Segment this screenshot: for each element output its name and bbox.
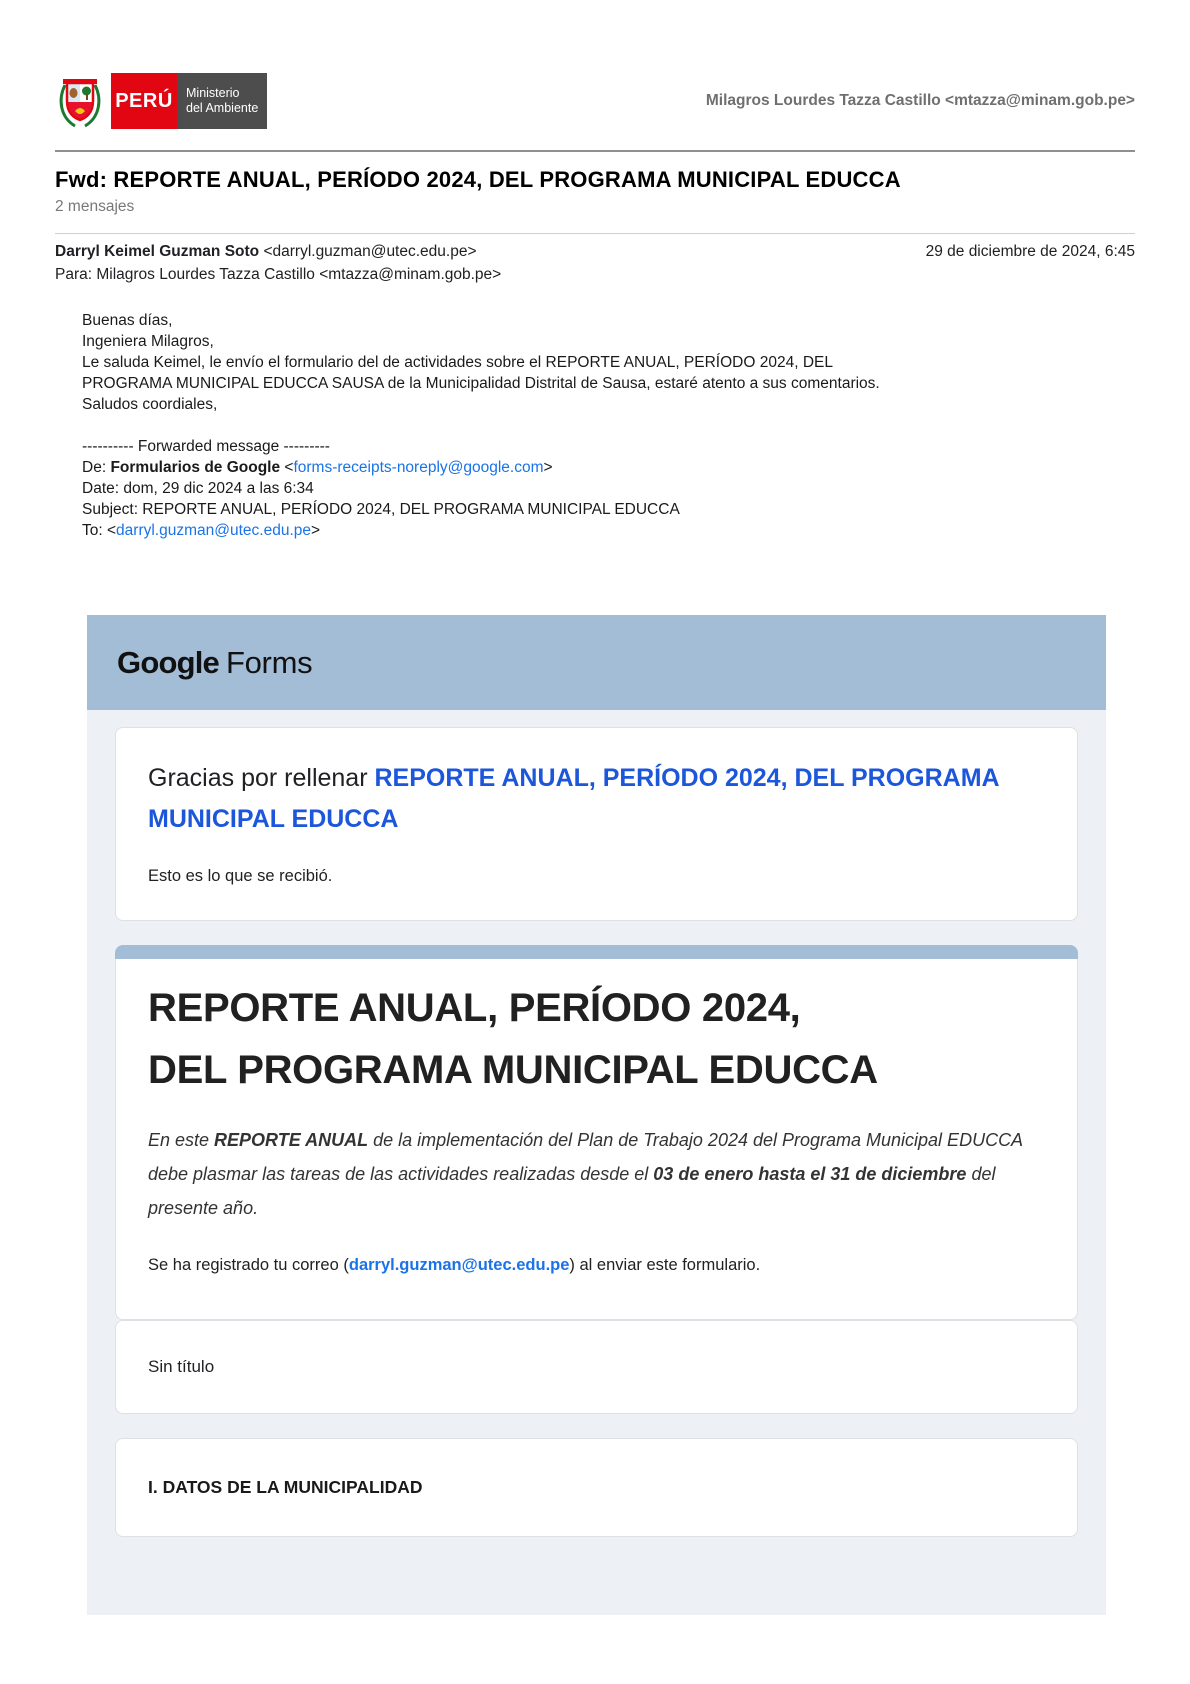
forms-noreply-link[interactable]: forms-receipts-noreply@google.com [293, 459, 544, 476]
forms-wordmark: Forms [225, 644, 313, 680]
from-email: <darryl.guzman@utec.edu.pe> [259, 243, 477, 260]
peru-coat-of-arms-icon [55, 73, 105, 129]
body-line: PROGRAMA MUNICIPAL EDUCCA SAUSA de la Municipalidad Distrital de Sausa, estaré atento a sus comentarios. [82, 375, 880, 392]
from-line [55, 243, 477, 261]
form-title-line1: REPORTE ANUAL, PERÍODO 2024, [148, 986, 801, 1030]
form-card-accent-strip [115, 945, 1078, 959]
message-divider [55, 233, 1135, 234]
forward-from-line [82, 457, 1135, 478]
registered-email-note [148, 1256, 1045, 1275]
forms-receipt-container [87, 615, 1106, 1615]
minam-logo [55, 73, 267, 129]
peru-wordmark: PERÚ [111, 73, 177, 129]
body-line: Ingeniera Milagros, [82, 333, 214, 350]
bracket: < [280, 459, 294, 476]
to-label: To: < [82, 522, 117, 539]
forward-to-line [82, 520, 1135, 541]
thanks-message [148, 758, 1045, 840]
desc-segment-bold: 03 de enero hasta el 31 de diciembre [653, 1164, 967, 1184]
section-title: I. DATOS DE LA MUNICIPALIDAD [148, 1477, 423, 1497]
google-forms-logo [117, 645, 312, 681]
form-description [148, 1123, 1045, 1225]
message-date: 29 de diciembre de 2024, 6:45 [925, 243, 1135, 260]
thread-subject: Fwd: REPORTE ANUAL, PERÍODO 2024, DEL PROGRAMA MUNICIPAL EDUCCA [55, 167, 901, 192]
header-divider [55, 150, 1135, 152]
recipient-email-link[interactable]: darryl.guzman@utec.edu.pe [116, 522, 312, 539]
to-line: Para: Milagros Lourdes Tazza Castillo <mtazza@minam.gob.pe> [55, 266, 502, 283]
bracket: > [311, 522, 321, 539]
form-title-line2: DEL PROGRAMA MUNICIPAL EDUCCA [148, 1048, 878, 1092]
note-prefix: Se ha registrado tu correo ( [148, 1256, 349, 1274]
desc-segment: de la implementación del Plan de Trabajo 2024 del Programa Municipal EDUCCA debe plasmar las tareas de las actividades realizadas desde el [148, 1130, 1023, 1184]
note-suffix: ) al enviar este formulario. [569, 1256, 761, 1274]
bracket: > [543, 459, 553, 476]
desc-segment-bold: REPORTE ANUAL [214, 1130, 369, 1150]
form-title-link[interactable]: REPORTE ANUAL, PERÍODO 2024, DEL PROGRAMA MUNICIPAL EDUCCA [148, 764, 999, 833]
body-line: Saludos coordiales, [82, 396, 218, 413]
message-meta [55, 243, 1135, 261]
form-summary-card [115, 945, 1078, 1320]
forward-subject-line: Subject: REPORTE ANUAL, PERÍODO 2024, DEL PROGRAMA MUNICIPAL EDUCCA [82, 501, 680, 518]
untitled-section-card [115, 1320, 1078, 1414]
page-header [55, 0, 1135, 129]
email-body [82, 310, 1135, 541]
body-line: Le saluda Keimel, le envío el formulario del de actividades sobre el REPORTE ANUAL, PERÍODO 2024, DEL [82, 354, 833, 371]
ministry-line2: del Ambiente [186, 101, 259, 115]
de-label: De: [82, 459, 111, 476]
desc-segment: del presente año. [148, 1164, 996, 1218]
ministry-wordmark [177, 73, 267, 129]
registered-email-link[interactable]: darryl.guzman@utec.edu.pe [348, 1256, 570, 1274]
forward-date-line: Date: dom, 29 dic 2024 a las 6:34 [82, 480, 314, 497]
ministry-line1: Ministerio [186, 86, 240, 100]
message-count: 2 mensajes [55, 198, 135, 215]
thanks-card [115, 727, 1078, 921]
thanks-prefix: Gracias por rellenar [148, 764, 375, 792]
received-note: Esto es lo que se recibió. [148, 867, 333, 885]
untitled-label: Sin título [148, 1357, 215, 1376]
forward-divider: ---------- Forwarded message --------- [82, 438, 330, 455]
blank-line [82, 415, 1135, 436]
google-wordmark: Google [117, 644, 219, 680]
municipality-section-card [115, 1438, 1078, 1537]
account-email: Milagros Lourdes Tazza Castillo <mtazza@minam.gob.pe> [705, 92, 1135, 109]
de-name: Formularios de Google [110, 459, 281, 476]
form-title [148, 977, 1045, 1101]
body-line: Buenas días, [82, 312, 173, 329]
google-forms-banner [87, 615, 1106, 710]
desc-segment: En este [148, 1130, 215, 1150]
from-name: Darryl Keimel Guzman Soto [55, 243, 260, 260]
form-card-body [115, 959, 1078, 1320]
